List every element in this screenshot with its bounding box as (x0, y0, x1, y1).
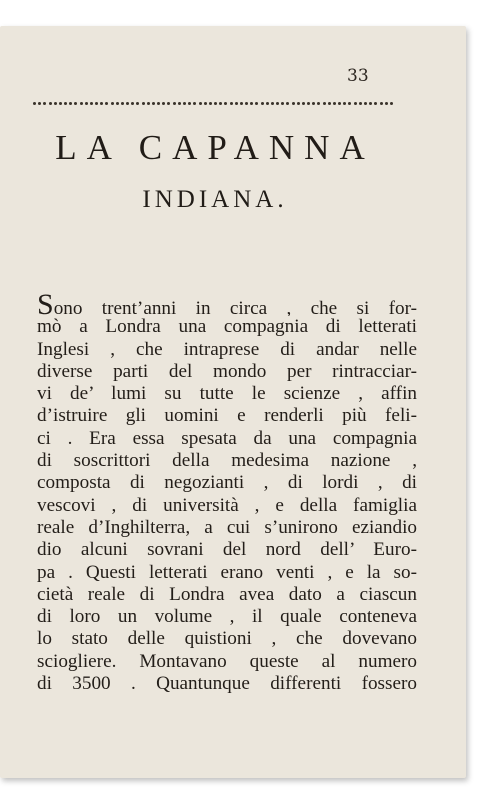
rule-dot (116, 102, 119, 105)
decorative-rule (33, 101, 393, 106)
rule-dot (142, 102, 145, 105)
rule-dot (250, 102, 253, 105)
rule-dot (276, 102, 279, 105)
rule-dot (224, 102, 227, 105)
text-line: cietà reale di Londra avea dato a ciascun (37, 583, 417, 605)
rule-dot (281, 102, 284, 105)
rule-dot (152, 102, 155, 105)
rule-dot (286, 102, 289, 105)
rule-dot (136, 102, 139, 105)
rule-dot (95, 102, 98, 105)
page-number: 33 (347, 66, 369, 86)
rule-dot (105, 102, 108, 105)
rule-dot (302, 102, 305, 105)
text-line: d’istruire gli uomini e renderli più feli- (37, 405, 417, 427)
text-line: diverse parti del mondo per rintracciar- (37, 360, 417, 382)
rule-dot (255, 102, 258, 105)
rule-dot (38, 102, 41, 105)
rule-dot (245, 102, 248, 105)
body-text (37, 294, 417, 695)
rule-dot (173, 102, 176, 105)
rule-dot (261, 102, 264, 105)
rule-dot (380, 102, 383, 105)
rule-dot (100, 102, 103, 105)
drop-cap: S (37, 294, 54, 317)
rule-dot (188, 102, 191, 105)
rule-dot (348, 102, 351, 105)
rule-dot (54, 102, 57, 105)
rule-dot (230, 102, 233, 105)
rule-dot (64, 102, 67, 105)
rule-dot (49, 102, 52, 105)
rule-dot (354, 102, 357, 105)
text-line: Inglesi , che intraprese di andar nelle (37, 338, 417, 360)
rule-dot (204, 102, 207, 105)
rule-dot (111, 102, 114, 105)
text-line: sciogliere. Montavano queste al numero (37, 650, 417, 672)
text-line: lo stato delle quistioni , che dovevano (37, 628, 417, 650)
rule-dot (374, 102, 377, 105)
rule-dot (183, 102, 186, 105)
rule-dot (328, 102, 331, 105)
rule-dot (74, 102, 77, 105)
rule-dot (390, 102, 393, 105)
text-line: mò a Londra una compagnia di letterati (37, 316, 417, 338)
rule-dot (292, 102, 295, 105)
text-line: vescovi , di università , e della famiglia (37, 494, 417, 516)
rule-dot (121, 102, 124, 105)
rule-dot (178, 102, 181, 105)
rule-dot (219, 102, 222, 105)
text-line: composta di negozianti , di lordi , di (37, 472, 417, 494)
rule-dot (317, 102, 320, 105)
rule-dot (333, 102, 336, 105)
rule-dot (131, 102, 134, 105)
text-line: pa . Questi letterati erano venti , e la so- (37, 561, 417, 583)
rule-dot (85, 102, 88, 105)
text-line: ci . Era essa spesata da una compagnia (37, 427, 417, 449)
rule-dot (297, 102, 300, 105)
rule-dot (162, 102, 165, 105)
rule-dot (235, 102, 238, 105)
rule-dot (266, 102, 269, 105)
chapter-title: LA CAPANNA (55, 128, 375, 167)
rule-dot (369, 102, 372, 105)
rule-dot (240, 102, 243, 105)
rule-dot (80, 102, 83, 105)
first-line-text: ono trent’anni in circa , che si for- (53, 298, 417, 317)
rule-dot (338, 102, 341, 105)
rule-dot (343, 102, 346, 105)
rule-dot (199, 102, 202, 105)
book-page (0, 26, 466, 778)
rule-dot (157, 102, 160, 105)
rule-dot (147, 102, 150, 105)
text-line: reale d’Inghilterra, a cui s’unirono eziandio (37, 516, 417, 538)
rule-dot (33, 102, 36, 105)
text-line: di soscrittori della medesima nazione , (37, 450, 417, 472)
rule-dot (364, 102, 367, 105)
rule-dot (43, 102, 46, 105)
rule-dot (167, 102, 170, 105)
rule-dot (59, 102, 62, 105)
text-line (37, 294, 417, 316)
rule-dot (359, 102, 362, 105)
rule-dot (385, 102, 388, 105)
rule-dot (69, 102, 72, 105)
text-line: dio alcuni sovrani del nord dell’ Euro- (37, 539, 417, 561)
rule-dot (307, 102, 310, 105)
rule-dot (214, 102, 217, 105)
chapter-subtitle: INDIANA. (142, 186, 288, 213)
rule-dot (209, 102, 212, 105)
rule-dot (312, 102, 315, 105)
text-line: vi de’ lumi su tutte le scienze , affin (37, 383, 417, 405)
text-line: di 3500 . Quantunque differenti fossero (37, 673, 417, 695)
rule-dot (323, 102, 326, 105)
rule-dot (90, 102, 93, 105)
rule-dot (271, 102, 274, 105)
rule-dot (126, 102, 129, 105)
text-line: di loro un volume , il quale conteneva (37, 606, 417, 628)
rule-dot (193, 102, 196, 105)
